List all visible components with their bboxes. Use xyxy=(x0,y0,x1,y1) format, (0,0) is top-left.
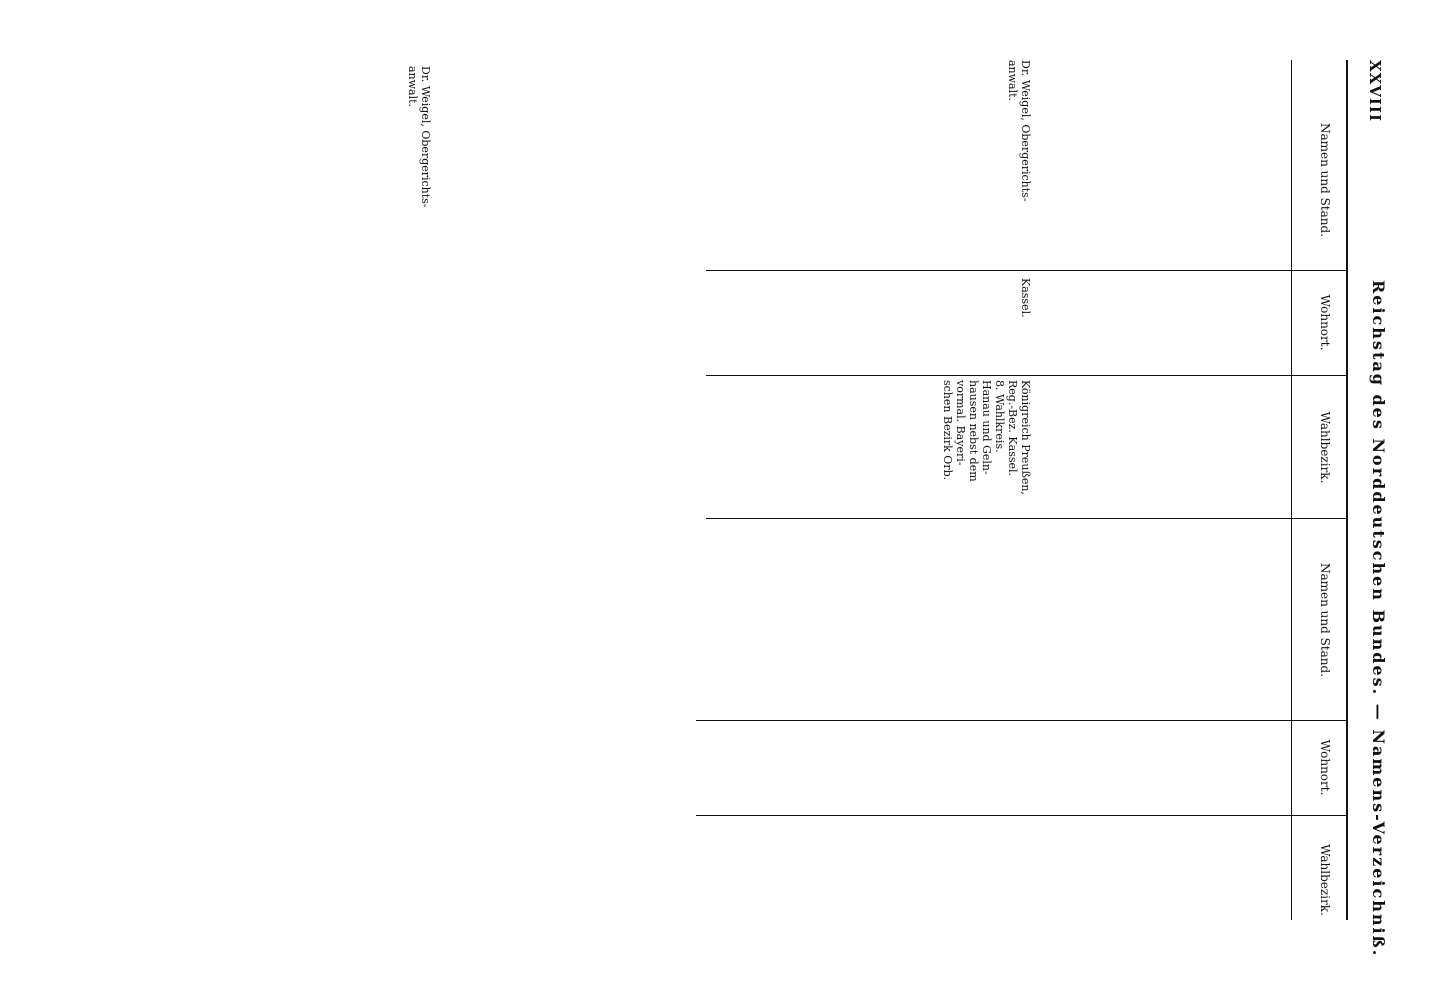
top-rule xyxy=(1346,60,1348,920)
divider-left-2 xyxy=(706,375,1346,376)
col-head-right-district: Wahlbezirk. xyxy=(1318,844,1332,916)
col-head-right-name: Namen und Stand. xyxy=(1318,562,1332,678)
col-head-left-district: Wahlbezirk. xyxy=(1318,411,1332,484)
row-left-1-name: Dr. Weigel, Obergerichts- anwalt. xyxy=(1006,60,1032,202)
divider-right-1 xyxy=(696,720,1346,721)
page-title: Reichstag des Norddeutschen Bundes. — Namens-Verzeichniß. xyxy=(1369,280,1388,958)
divider-right-2 xyxy=(696,815,1346,816)
row-name: Dr. Weigel, Obergerichts- anwalt. xyxy=(406,66,432,208)
row-left-1-district: Königreich Preußen, Reg.-Bez. Kassel. 8. Wahlkreis. Hanau und Geln- hausen nebst dem vormal. Bayeri- schen Bezirk Orb. xyxy=(941,380,1032,495)
col-head-right-residence: Wohnort. xyxy=(1318,739,1332,796)
page-number: XXVIII xyxy=(1366,60,1384,122)
divider-left-1 xyxy=(706,270,1346,271)
header-rule xyxy=(1291,60,1292,920)
col-head-left-residence: Wohnort. xyxy=(1318,294,1332,351)
col-head-left-name: Namen und Stand. xyxy=(1318,122,1332,238)
table-center-divider xyxy=(706,518,1346,519)
row-left-1-residence: Kassel. xyxy=(1019,278,1032,318)
